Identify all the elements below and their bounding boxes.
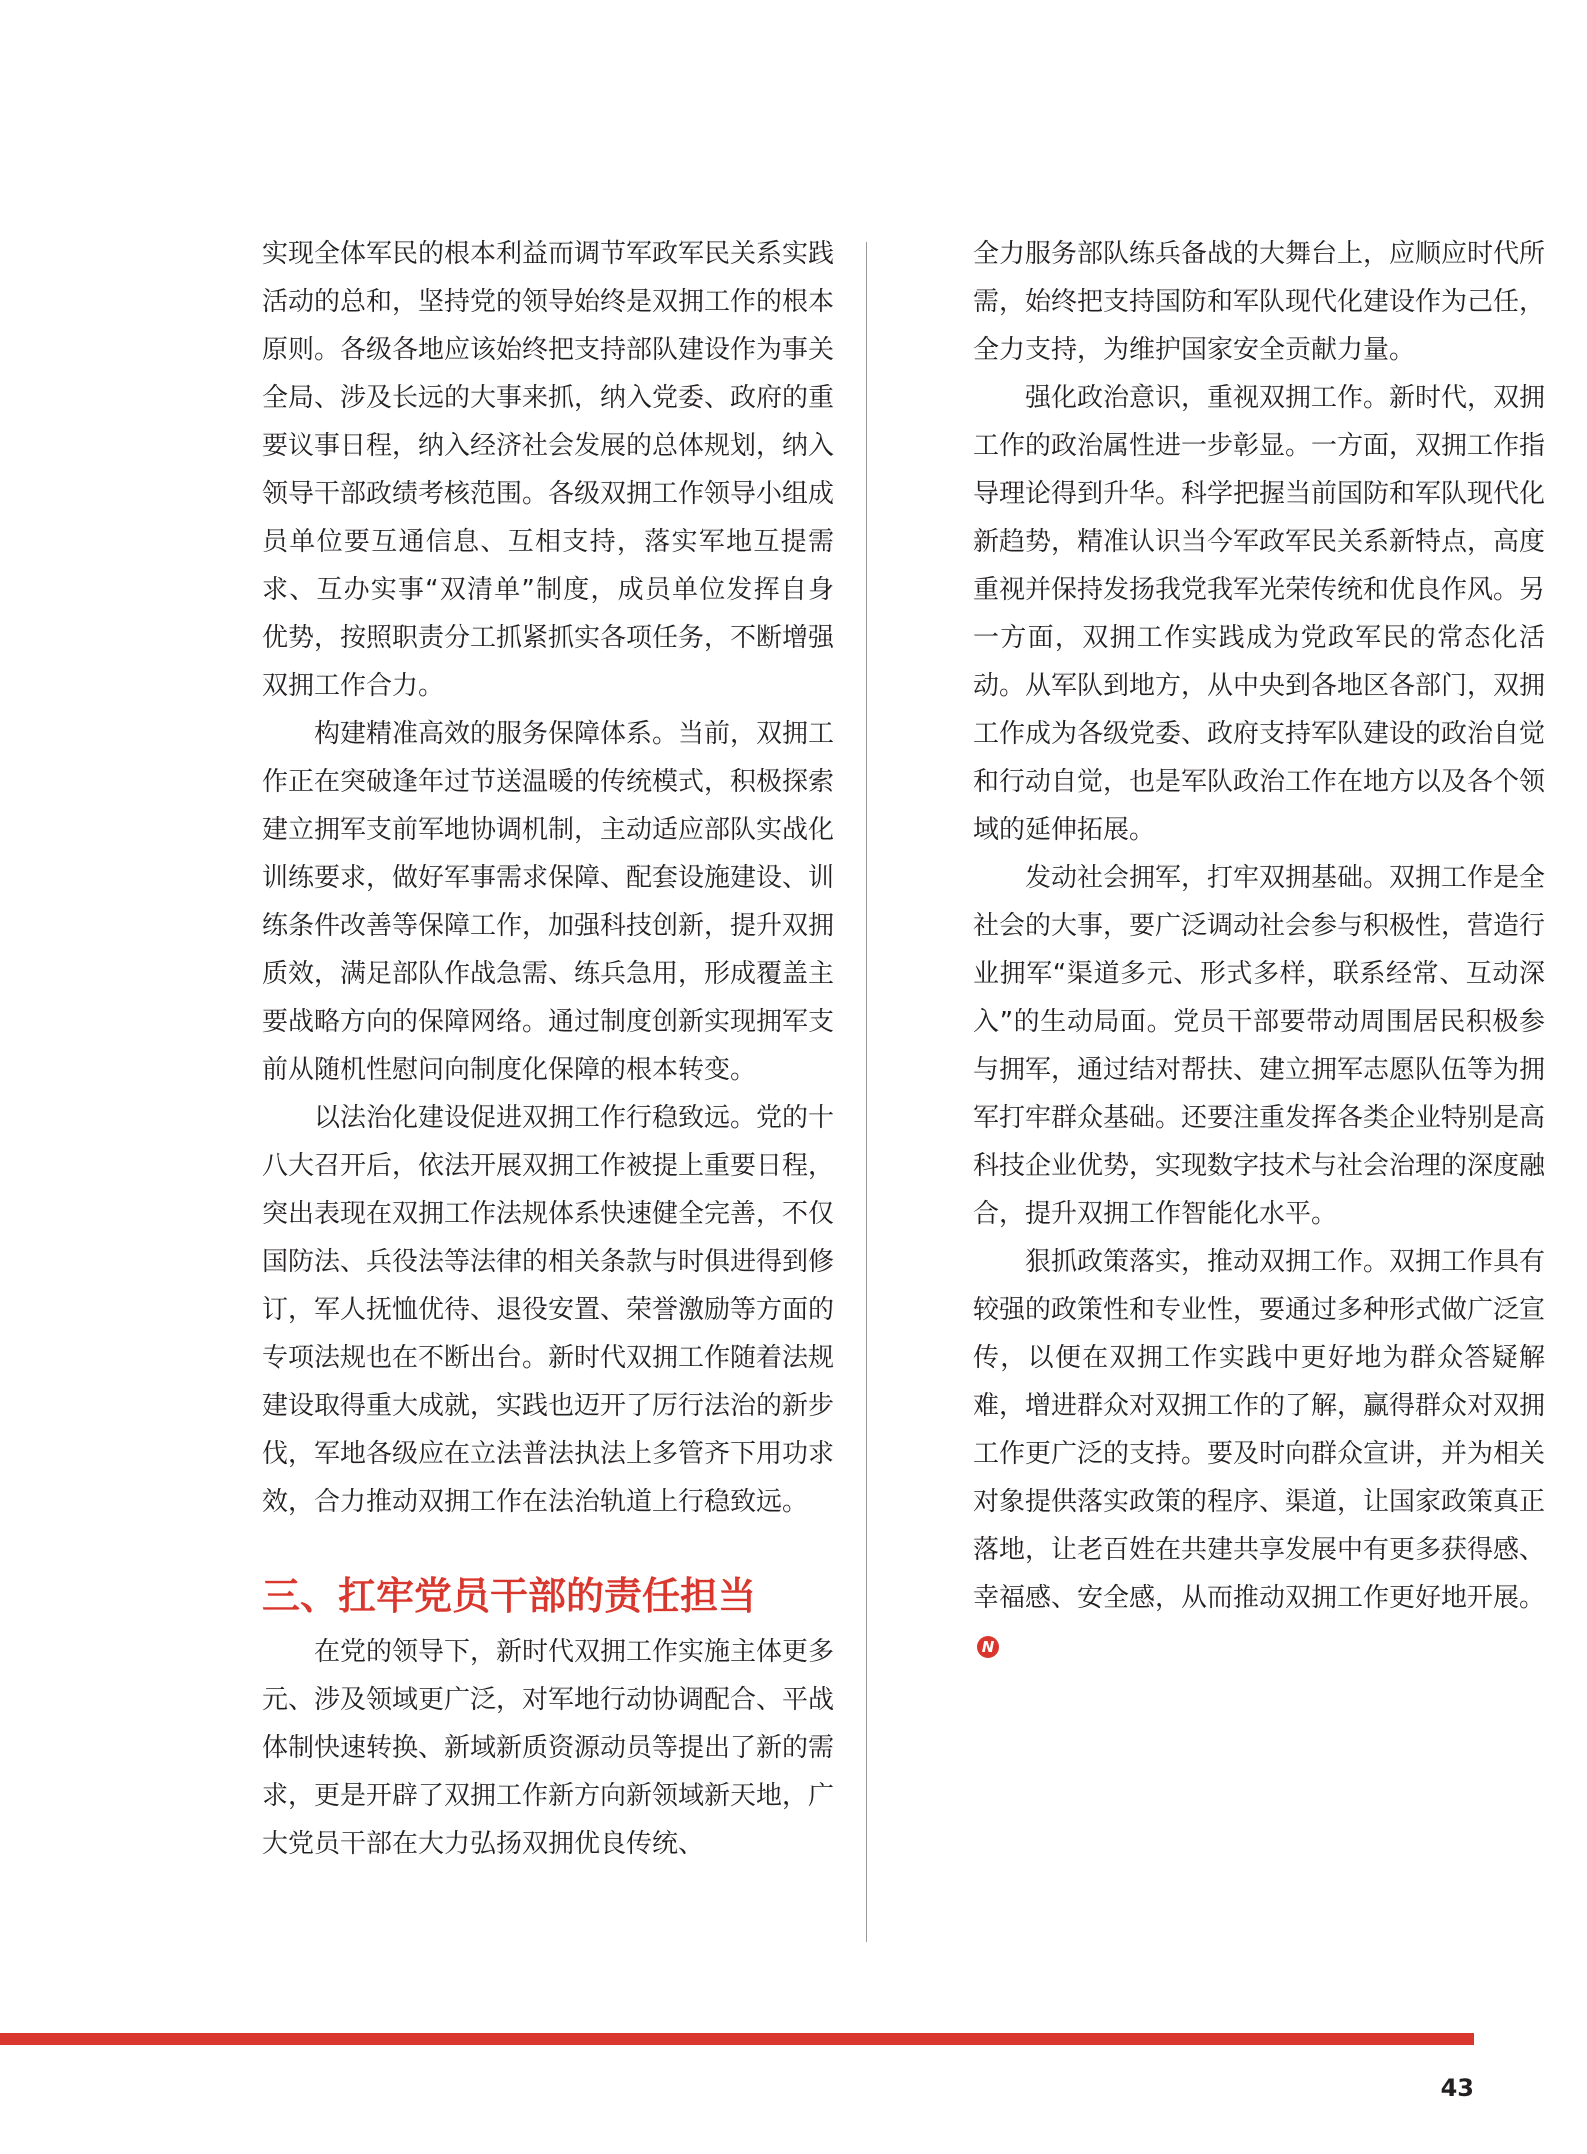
left-paragraph-1: 实现全体军民的根本利益而调节军政军民关系实践活动的总和，坚持党的领导始终是双拥工作的根本原则。各级各地应该始终把支持部队建设作为事关全局、涉及长远的大事来抓，纳入党委、政府的重要议事日程，纳入经济社会发展的总体规划，纳入领导干部政绩考核范围。各级双拥工作领导小组成员单位要互通信息、互相支持，落实军地互提需求、互办实事“双清单”制度，成员单位发挥自身优势，按照职责分工抓紧抓实各项任务，不断增强双拥工作合力。 bbox=[262, 239, 835, 701]
left-column bbox=[262, 230, 834, 1868]
page-number: 43 bbox=[1440, 2074, 1474, 2102]
right-paragraph-4-text: 狠抓政策落实，推动双拥工作。双拥工作具有较强的政策性和专业性，要通过多种形式做广泛宣传，以便在双拥工作实践中更好地为群众答疑解难，增进群众对双拥工作的了解，赢得群众对双拥工作更广泛的支持。要及时向群众宣讲，并为相关对象提供落实政策的程序、渠道，让国家政策真正落地，让老百姓在共建共享发展中有更多获得感、幸福感、安全感，从而推动双拥工作更好地开展。 bbox=[973, 1247, 1546, 1613]
section-heading: 三、扛牢党员干部的责任担当 bbox=[262, 1574, 757, 1618]
right-paragraph-4 bbox=[973, 1238, 1545, 1670]
left-paragraph-2: 构建精准高效的服务保障体系。当前，双拥工作正在突破逢年过节送温暖的传统模式，积极探索建立拥军支前军地协调机制，主动适应部队实战化训练要求，做好军事需求保障、配套设施建设、训练条件改善等保障工作，加强科技创新，提升双拥质效，满足部队作战急需、练兵急用，形成覆盖主要战略方向的保障网络。通过制度创新实现拥军支前从随机性慰问向制度化保障的根本转变。 bbox=[262, 719, 835, 1085]
right-paragraph-3: 发动社会拥军，打牢双拥基础。双拥工作是全社会的大事，要广泛调动社会参与积极性，营造行业拥军“渠道多元、形式多样，联系经常、互动深入”的生动局面。党员干部要带动周围居民积极参与拥军，通过结对帮扶、建立拥军志愿队伍等为拥军打牢群众基础。还要注重发挥各类企业特别是高科技企业优势，实现数字技术与社会治理的深度融合，提升双拥工作智能化水平。 bbox=[973, 863, 1546, 1229]
right-column bbox=[973, 230, 1545, 1670]
end-mark-icon: N bbox=[977, 1636, 999, 1658]
left-paragraph-4: 在党的领导下，新时代双拥工作实施主体更多元、涉及领域更广泛，对军地行动协调配合、平战体制快速转换、新域新质资源动员等提出了新的需求，更是开辟了双拥工作新方向新领域新天地，广大党员干部在大力弘扬双拥优良传统、 bbox=[262, 1637, 835, 1859]
right-paragraph-2: 强化政治意识，重视双拥工作。新时代，双拥工作的政治属性进一步彰显。一方面，双拥工作指导理论得到升华。科学把握当前国防和军队现代化新趋势，精准认识当今军政军民关系新特点，高度重视并保持发扬我党我军光荣传统和优良作风。另一方面，双拥工作实践成为党政军民的常态化活动。从军队到地方，从中央到各地区各部门，双拥工作成为各级党委、政府支持军队建设的政治自觉和行动自觉，也是军队政治工作在地方以及各个领域的延伸拓展。 bbox=[973, 383, 1546, 845]
right-paragraph-1: 全力服务部队练兵备战的大舞台上，应顺应时代所需，始终把支持国防和军队现代化建设作为己任，全力支持，为维护国家安全贡献力量。 bbox=[973, 239, 1546, 365]
left-paragraph-3: 以法治化建设促进双拥工作行稳致远。党的十八大召开后，依法开展双拥工作被提上重要日程，突出表现在双拥工作法规体系快速健全完善，不仅国防法、兵役法等法律的相关条款与时俱进得到修订，军人抚恤优待、退役安置、荣誉激励等方面的专项法规也在不断出台。新时代双拥工作随着法规建设取得重大成就，实践也迈开了厉行法治的新步伐，军地各级应在立法普法执法上多管齐下用功求效，合力推动双拥工作在法治轨道上行稳致远。 bbox=[262, 1103, 835, 1517]
column-divider bbox=[866, 242, 867, 1942]
footer-rule bbox=[0, 2033, 1474, 2045]
